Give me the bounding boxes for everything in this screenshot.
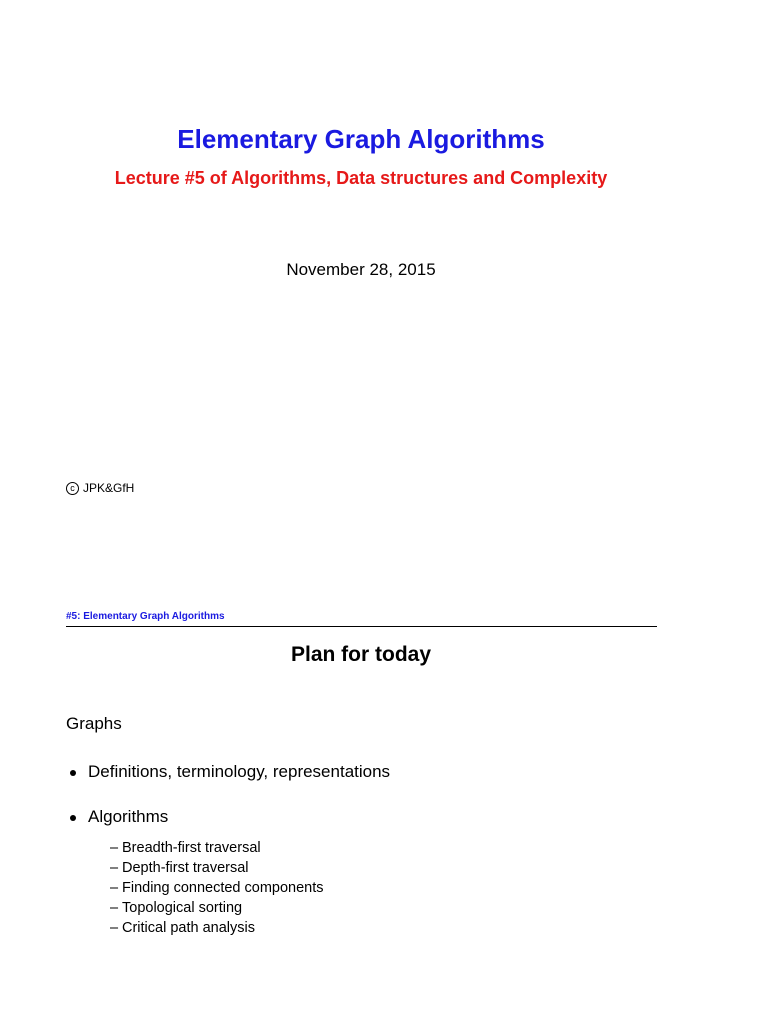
sub-bullet-text: Critical path analysis [122, 920, 255, 936]
bullet-item [66, 805, 390, 938]
bullet-text: Algorithms [88, 807, 169, 826]
header-divider [66, 626, 657, 627]
sub-bullet-text: Depth-first traversal [122, 860, 249, 876]
section-label: Graphs [66, 714, 122, 733]
bullet-list [66, 760, 390, 938]
dash-icon: – [110, 860, 119, 876]
sub-bullet-item [88, 918, 390, 938]
sub-bullet-text: Breadth-first traversal [122, 840, 261, 856]
dash-icon: – [110, 920, 119, 936]
dash-icon: – [110, 900, 119, 916]
slide-title: Plan for today [290, 643, 432, 666]
bullet-icon [70, 770, 76, 776]
copyright-icon: c [66, 482, 79, 495]
dash-icon: – [110, 840, 119, 856]
sub-bullet-item [88, 858, 390, 878]
lecture-date: November 28, 2015 [286, 260, 436, 279]
sub-bullet-item [88, 878, 390, 898]
bullet-item [66, 760, 390, 784]
lecture-subtitle: Lecture #5 of Algorithms, Data structures and Complexity [114, 168, 608, 188]
sub-bullet-item [88, 838, 390, 858]
sub-bullet-item [88, 898, 390, 918]
copyright-holder: JPK&GfH [83, 481, 135, 495]
bullet-icon [70, 815, 76, 821]
sub-bullet-text: Finding connected components [122, 880, 324, 896]
page-title: Elementary Graph Algorithms [177, 124, 545, 154]
bullet-text: Definitions, terminology, representations [88, 762, 391, 781]
slide-running-header: #5: Elementary Graph Algorithms [66, 611, 225, 622]
dash-icon: – [110, 880, 119, 896]
copyright-notice [66, 481, 134, 495]
sub-bullet-list [88, 838, 390, 938]
sub-bullet-text: Topological sorting [122, 900, 243, 916]
